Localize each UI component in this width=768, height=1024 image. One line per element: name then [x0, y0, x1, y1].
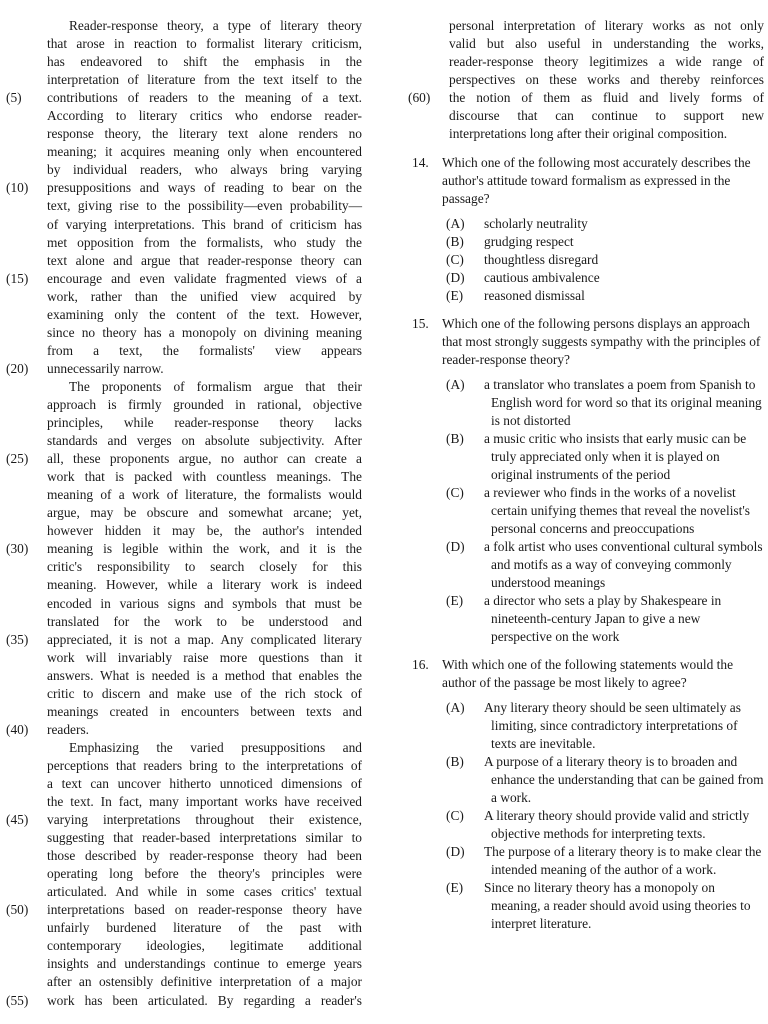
line-text: appreciated, it is not a map. Any complicated literary — [47, 631, 362, 647]
answer-option-c[interactable] — [402, 251, 764, 269]
question-number: 15. — [412, 316, 429, 332]
option-label: (A) — [446, 216, 465, 232]
line-text: discourse that can continue to support new — [449, 108, 764, 124]
option-text: cautious ambivalence — [484, 270, 600, 286]
passage-line — [0, 161, 362, 179]
line-text: has endeavored to shift the emphasis in the — [47, 54, 362, 70]
line-text: According to literary critics who endorse reader- — [47, 108, 362, 124]
line-text: contemporary ideologies, legitimate additional — [47, 938, 362, 954]
option-label: (B) — [446, 234, 464, 250]
answer-options — [402, 376, 764, 646]
passage-line — [0, 125, 362, 143]
question-header — [402, 656, 764, 692]
line-number: (55) — [6, 992, 29, 1008]
passage-line — [0, 522, 362, 540]
passage-line — [0, 576, 362, 594]
passage-line — [0, 973, 362, 991]
passage-line — [0, 360, 362, 378]
answer-options — [402, 699, 764, 933]
line-text: text alone and argue that reader-response theory can — [47, 252, 362, 268]
line-text: critic to discern and make use of the rich stock of — [47, 685, 362, 701]
line-text: valid but also useful in understanding the works, — [449, 36, 764, 52]
passage-line — [0, 992, 362, 1010]
passage-line — [0, 324, 362, 342]
option-text: a reviewer who finds in the works of a novelist certain unifying themes that reveal the novelist's personal concerns and preoccupations — [484, 485, 750, 537]
option-label: (B) — [446, 754, 464, 770]
passage-line — [402, 125, 764, 143]
passage-line — [0, 811, 362, 829]
line-text: meanings created in encounters between texts and — [47, 703, 362, 719]
line-text: contributions of readers to the meaning of a text. — [47, 90, 362, 106]
line-text: perceptions that readers bring to the interpretations of — [47, 757, 362, 773]
line-text: interpretation of literature from the text itself to the — [47, 72, 362, 88]
passage-line — [0, 721, 362, 739]
passage-line — [0, 775, 362, 793]
line-text: after an ostensibly definitive interpretation of a major — [47, 974, 362, 990]
line-text: Emphasizing the varied presuppositions and — [69, 739, 362, 755]
passage-line — [0, 558, 362, 576]
passage-line — [0, 847, 362, 865]
passage-line — [0, 919, 362, 937]
passage-line — [402, 71, 764, 89]
answer-option-d[interactable] — [402, 843, 764, 879]
question-stem: With which one of the following statements would the author of the passage be most likely to agree? — [442, 657, 734, 691]
passage-line — [0, 89, 362, 107]
passage-line — [0, 829, 362, 847]
question-15 — [402, 315, 764, 646]
option-label: (C) — [446, 252, 464, 268]
line-number: (25) — [6, 451, 29, 467]
line-text: all, these proponents argue, no author can create a — [47, 451, 362, 467]
option-label: (A) — [446, 377, 465, 393]
passage-line — [0, 504, 362, 522]
option-label: (D) — [446, 539, 465, 555]
option-label: (E) — [446, 593, 464, 609]
line-text: approach is firmly grounded in rational, objective — [47, 396, 362, 412]
passage-line — [0, 216, 362, 234]
line-number: (10) — [6, 180, 29, 196]
passage-line — [402, 53, 764, 71]
option-text: A literary theory should provide valid and strictly objective methods for interpreting texts. — [484, 808, 750, 842]
line-text: the notion of them as fluid and lively forms of — [449, 90, 764, 106]
option-label: (A) — [446, 700, 465, 716]
line-text: the text. In fact, many important works have received — [47, 794, 362, 810]
line-number: (60) — [408, 90, 431, 106]
passage-line — [0, 107, 362, 125]
line-text: unfairly burdened literature of the past with — [47, 920, 362, 936]
option-label: (D) — [446, 270, 465, 286]
line-text: Reader-response theory, a type of literary theory — [69, 18, 362, 33]
passage-line — [0, 468, 362, 486]
line-text: of varying interpretations. This brand of criticism has — [47, 216, 362, 232]
option-text: a folk artist who uses conventional cultural symbols and motifs as a way of conveying commonly understood meanings — [484, 539, 763, 591]
option-label: (D) — [446, 844, 465, 860]
passage-line — [0, 865, 362, 883]
line-text: response theory, the literary text alone renders no — [47, 126, 362, 142]
question-16 — [402, 656, 764, 933]
passage-line — [0, 432, 362, 450]
line-text: work has been articulated. By regarding a reader's — [47, 992, 362, 1008]
line-text: The proponents of formalism argue that their — [69, 378, 362, 394]
line-number: (20) — [6, 360, 29, 376]
passage-line — [0, 35, 362, 53]
line-number: (5) — [6, 90, 22, 106]
line-number: (50) — [6, 902, 29, 918]
passage-line — [0, 414, 362, 432]
line-text: however hidden it may be, the author's intended — [47, 523, 362, 539]
passage-line — [0, 703, 362, 721]
passage-line — [0, 378, 362, 396]
option-text: Since no literary theory has a monopoly on meaning, a reader should avoid using theories to interpret literature. — [484, 880, 751, 932]
line-text: standards and verges on absolute subjectivity. After — [47, 433, 362, 449]
passage-line — [0, 270, 362, 288]
line-text: met opposition from the formalists, who study the — [47, 234, 362, 250]
answer-options — [402, 215, 764, 305]
answer-option-e[interactable] — [402, 287, 764, 305]
line-text: since no theory has a monopoly on divining meaning — [47, 324, 362, 340]
passage-line — [0, 179, 362, 197]
line-text: reader-response theory legitimizes a wide range of — [449, 54, 764, 70]
passage-line — [402, 17, 764, 35]
line-number: (15) — [6, 270, 29, 286]
line-text: articulated. And while in some cases critics' textual — [47, 884, 362, 900]
passage-line — [0, 540, 362, 558]
line-text: argue, may be obscure and somewhat arcane; yet, — [47, 505, 362, 521]
line-text: personal interpretation of literary works as not only — [449, 18, 764, 33]
option-label: (E) — [446, 288, 464, 304]
passage-line — [0, 649, 362, 667]
passage-line — [0, 342, 362, 360]
option-text: a translator who translates a poem from Spanish to English word for word so that its original meaning is not distorted — [484, 377, 762, 429]
question-number: 16. — [412, 657, 429, 673]
line-text: unnecessarily narrow. — [47, 360, 164, 376]
line-text: translated for the work to be understood and — [47, 613, 362, 629]
passage-line — [0, 595, 362, 613]
line-text: those described by reader-response theory had been — [47, 848, 362, 864]
line-number: (40) — [6, 721, 29, 737]
passage-line — [0, 613, 362, 631]
line-text: interpretations long after their original composition. — [449, 126, 728, 142]
answer-option-b[interactable] — [402, 233, 764, 251]
answer-option-d[interactable] — [402, 269, 764, 287]
line-text: operating long before the theory's principles were — [47, 866, 362, 882]
answer-option-a[interactable] — [402, 699, 764, 753]
line-text: text, giving rise to the possibility—even probability— — [47, 198, 362, 214]
passage-line — [0, 288, 362, 306]
option-text: a music critic who insists that early music can be truly appreciated only when it is played on original instruments of the period — [484, 431, 747, 483]
passage-line — [0, 757, 362, 775]
passage-line — [0, 739, 362, 757]
passage-line — [0, 486, 362, 504]
passage-line — [0, 793, 362, 811]
line-text: perspectives on these works and thereby reinforces — [449, 72, 764, 88]
answer-option-c[interactable] — [402, 484, 764, 538]
option-text: scholarly neutrality — [484, 216, 588, 232]
question-header — [402, 315, 764, 369]
passage-line — [0, 667, 362, 685]
question-stem: Which one of the following most accurately describes the author's attitude toward formalism as expressed in the passage? — [442, 155, 751, 207]
option-text: reasoned dismissal — [484, 288, 585, 304]
option-label: (C) — [446, 485, 464, 501]
questions-list — [402, 154, 764, 933]
line-text: work that is packed with countless meanings. The — [47, 469, 362, 485]
line-text: readers. — [47, 721, 90, 737]
passage-line — [402, 35, 764, 53]
line-text: critic's responsibility to search closely for this — [47, 559, 362, 575]
line-text: meaning of a work of literature, the formalists would — [47, 487, 362, 503]
question-stem: Which one of the following persons displays an approach that most strongly suggests sympathy with the principles of reader-response theory? — [442, 316, 761, 368]
line-number: (35) — [6, 631, 29, 647]
option-text: thoughtless disregard — [484, 252, 599, 268]
line-text: encoded in various signs and symbols that must be — [47, 595, 362, 611]
line-text: suggesting that reader-based interpretations similar to — [47, 830, 362, 846]
line-number: (30) — [6, 541, 29, 557]
answer-option-d[interactable] — [402, 538, 764, 592]
answer-option-b[interactable] — [402, 430, 764, 484]
line-text: from a text, the formalists' view appears — [47, 342, 362, 358]
passage-line — [0, 955, 362, 973]
answer-option-a[interactable] — [402, 376, 764, 430]
line-text: meaning is legible within the work, and it is the — [47, 541, 362, 557]
passage-line — [0, 450, 362, 468]
line-text: meaning; it acquires meaning only when encountered — [47, 144, 362, 160]
passage-line — [0, 883, 362, 901]
answer-option-a[interactable] — [402, 215, 764, 233]
line-text: varying interpretations throughout their existence, — [47, 812, 362, 828]
line-text: answers. What is needed is a method that enables the — [47, 667, 362, 683]
answer-option-e[interactable] — [402, 592, 764, 646]
option-label: (B) — [446, 431, 464, 447]
passage-line — [0, 937, 362, 955]
passage-line — [0, 901, 362, 919]
passage-line — [0, 53, 362, 71]
question-number: 14. — [412, 155, 429, 171]
passage-column-right — [402, 17, 764, 933]
passage-line — [0, 197, 362, 215]
option-text: A purpose of a literary theory is to broaden and enhance the understanding that can be gained from a work. — [484, 754, 764, 806]
line-text: presuppositions and ways of reading to bear on the — [47, 180, 362, 196]
passage-line — [0, 685, 362, 703]
passage-line — [0, 306, 362, 324]
option-text: grudging respect — [484, 234, 574, 250]
line-text: work, rather than the unified view acquired by — [47, 288, 362, 304]
passage-line — [0, 252, 362, 270]
question-header — [402, 154, 764, 208]
option-text: Any literary theory should be seen ultimately as limiting, since contradictory interpretations of texts are inevitable. — [484, 700, 741, 752]
line-text: work will invariably raise more questions than it — [47, 649, 362, 665]
answer-option-c[interactable] — [402, 807, 764, 843]
line-text: a text can uncover hitherto unnoticed dimensions of — [47, 775, 362, 791]
passage-line — [0, 143, 362, 161]
line-text: principles, while reader-response theory lacks — [47, 415, 362, 431]
line-text: encourage and even validate fragmented views of a — [47, 270, 362, 286]
passage-line — [0, 234, 362, 252]
passage-line — [402, 107, 764, 125]
option-text: The purpose of a literary theory is to make clear the intended meaning of the author of a work. — [484, 844, 762, 878]
line-text: that arose in reaction to formalist literary criticism, — [47, 36, 362, 52]
passage-line — [0, 631, 362, 649]
line-text: by individual readers, who always bring varying — [47, 162, 362, 178]
line-number: (45) — [6, 812, 29, 828]
option-label: (E) — [446, 880, 464, 896]
passage-line — [0, 17, 362, 35]
passage-line — [0, 71, 362, 89]
passage-column-left — [0, 17, 362, 1010]
line-text: insights and understandings continue to emerge years — [47, 956, 362, 972]
answer-option-b[interactable] — [402, 753, 764, 807]
option-text: a director who sets a play by Shakespeare in nineteenth-century Japan to give a new perspective on the work — [484, 593, 722, 645]
line-text: meaning. However, while a literary work is indeed — [47, 577, 362, 593]
passage-line — [0, 396, 362, 414]
question-14 — [402, 154, 764, 305]
line-text: interpretations based on reader-response theory have — [47, 902, 362, 918]
answer-option-e[interactable] — [402, 879, 764, 933]
line-text: examining only the content of the text. However, — [47, 306, 362, 322]
passage-line — [402, 89, 764, 107]
option-label: (C) — [446, 808, 464, 824]
passage-continuation — [402, 17, 764, 143]
